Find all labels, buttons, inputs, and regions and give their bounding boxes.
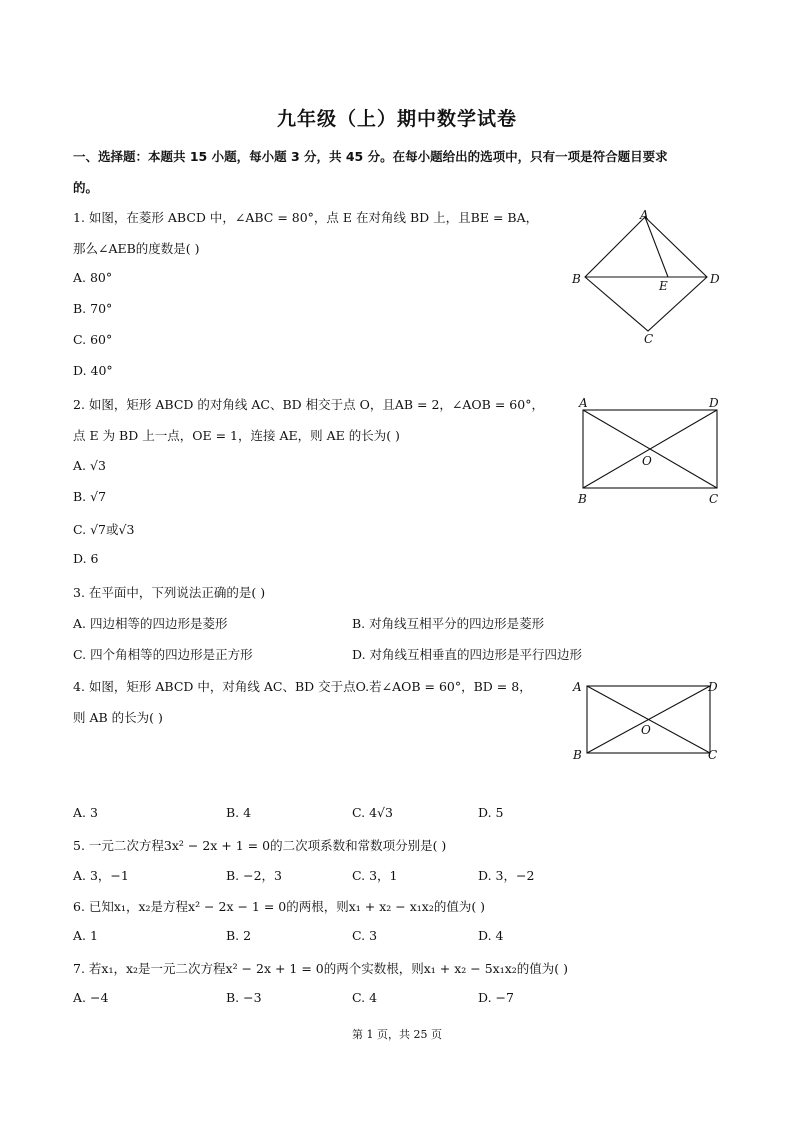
label-a: A	[640, 208, 649, 222]
q7-stem: 7. 若x₁，x₂是一元二次方程x² − 2x + 1 = 0的两个实数根，则x₁ + x₂ − 5x₁x₂的值为( )	[73, 961, 569, 976]
label-a: A	[573, 680, 582, 694]
label-o: O	[642, 454, 652, 468]
q1-option-c: C. 60°	[73, 332, 113, 347]
q1-option-a: A. 80°	[73, 270, 113, 285]
q3-option-b: B. 对角线互相平分的四边形是菱形	[352, 616, 545, 631]
q4-option-b: B. 4	[226, 805, 252, 820]
page-title: 九年级（上）期中数学试卷	[276, 108, 517, 130]
q3-option-d: D. 对角线互相垂直的四边形是平行四边形	[352, 647, 583, 662]
q1-rhombus-figure	[560, 205, 735, 350]
q3-stem: 3. 在平面中，下列说法正确的是( )	[73, 585, 266, 600]
q7-option-b: B. −3	[226, 990, 262, 1005]
section-heading-line1: 一、选择题：本题共 15 小题，每小题 3 分，共 45 分。在每小题给出的选项中，只有一项是符合题目要求	[73, 149, 668, 164]
q4-option-c: C. 4√3	[352, 805, 393, 820]
q5-stem: 5. 一元二次方程3x² − 2x + 1 = 0的二次项系数和常数项分别是( )	[73, 838, 447, 853]
q6-option-b: B. 2	[226, 928, 252, 943]
label-a: A	[579, 396, 588, 410]
q5-option-c: C. 3，1	[352, 868, 398, 883]
q2-option-c: C. √7或√3	[73, 522, 135, 537]
label-c: C	[708, 748, 718, 762]
label-o: O	[641, 723, 651, 737]
q2-option-a: A. √3	[73, 458, 106, 473]
q1-stem-line2: 那么∠AEB的度数是( )	[73, 241, 200, 256]
q7-option-a: A. −4	[73, 990, 109, 1005]
q3-option-a: A. 四边相等的四边形是菱形	[73, 616, 228, 631]
label-b: B	[572, 272, 581, 286]
segment-ae	[645, 217, 668, 277]
q2-stem-line1: 2. 如图，矩形 ABCD 的对角线 AC、BD 相交于点 O，且AB = 2，∠AOB = 60°，	[73, 397, 544, 412]
rhombus-outline	[585, 217, 707, 331]
q7-option-c: C. 4	[352, 990, 378, 1005]
page-footer: 第 1 页，共 25 页	[352, 1028, 442, 1041]
q4-stem-line1: 4. 如图，矩形 ABCD 中，对角线 AC、BD 交于点O.若∠AOB = 60°，BD = 8，	[73, 679, 532, 694]
label-d: D	[710, 272, 720, 286]
q2-stem-line2: 点 E 为 BD 上一点，OE = 1，连接 AE，则 AE 的长为( )	[73, 428, 400, 443]
q2-option-d: D. 6	[73, 551, 99, 566]
q2-rectangle-figure	[570, 395, 730, 510]
section-heading-line2: 的。	[73, 180, 99, 195]
q4-option-a: A. 3	[73, 805, 98, 820]
q4-stem-line2: 则 AB 的长为( )	[73, 710, 163, 725]
q6-option-d: D. 4	[478, 928, 504, 943]
q1-stem-line1: 1. 如图，在菱形 ABCD 中，∠ABC = 80°，点 E 在对角线 BD 上，且BE = BA，	[73, 210, 539, 225]
label-b: B	[573, 748, 582, 762]
q6-option-a: A. 1	[73, 928, 98, 943]
q5-option-d: D. 3，−2	[478, 868, 535, 883]
q3-option-c: C. 四个角相等的四边形是正方形	[73, 647, 253, 662]
q6-stem: 6. 已知x₁，x₂是方程x² − 2x − 1 = 0的两根，则x₁ + x₂ − x₁x₂的值为( )	[73, 899, 486, 914]
label-c: C	[709, 492, 719, 506]
q7-option-d: D. −7	[478, 990, 514, 1005]
q4-option-d: D. 5	[478, 805, 504, 820]
q5-option-a: A. 3，−1	[73, 868, 129, 883]
label-e: E	[659, 279, 668, 293]
label-d: D	[709, 396, 719, 410]
q5-option-b: B. −2，3	[226, 868, 283, 883]
label-b: B	[578, 492, 587, 506]
label-c: C	[644, 332, 654, 346]
label-d: D	[708, 680, 718, 694]
q1-option-b: B. 70°	[73, 301, 113, 316]
q2-option-b: B. √7	[73, 489, 107, 504]
q6-option-c: C. 3	[352, 928, 378, 943]
q1-option-d: D. 40°	[73, 363, 113, 378]
q4-rectangle-figure	[565, 675, 730, 770]
